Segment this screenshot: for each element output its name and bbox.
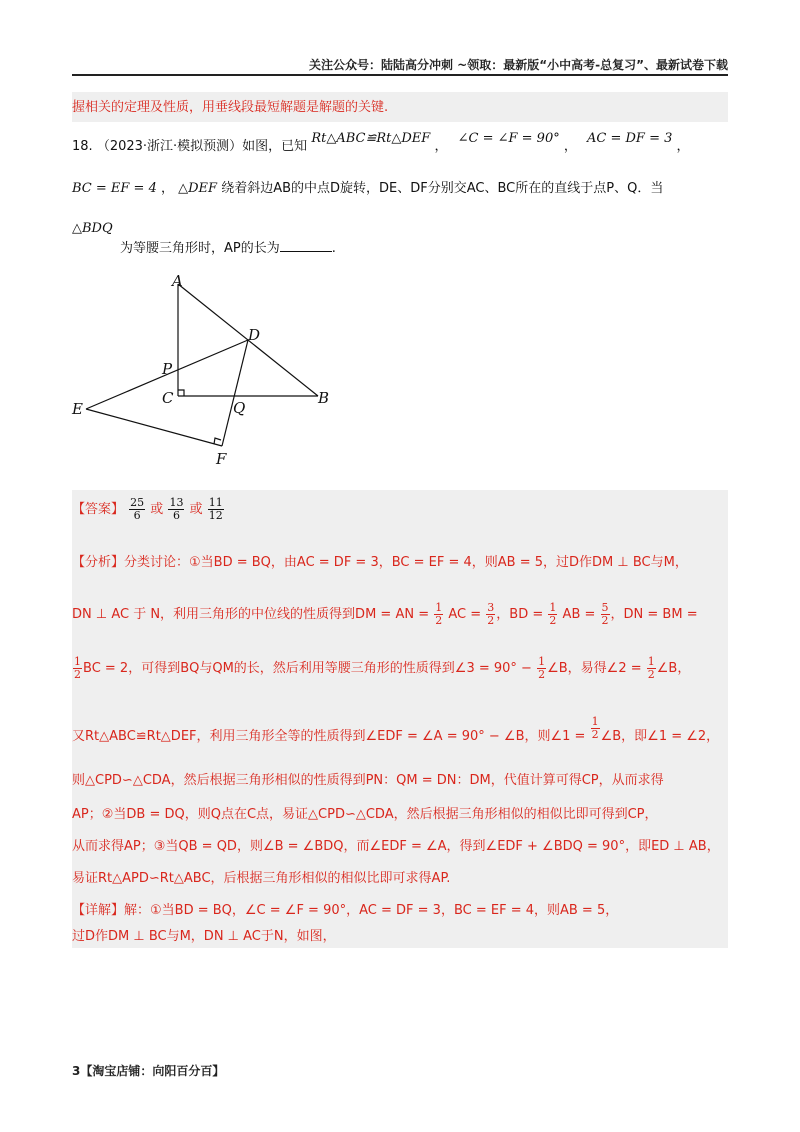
label-b: B: [318, 389, 330, 407]
fraction-three-halves: [486, 602, 495, 627]
question-text-2: 绕着斜边AB的中点D旋转，DE、DF分别交AC、BC所在的直线于点P、Q．当: [221, 181, 664, 196]
question-line-2: [72, 180, 732, 198]
analysis-text: ∠B，易得∠2 =: [547, 661, 642, 676]
den: 12: [208, 509, 223, 522]
den: 2: [647, 668, 655, 681]
analysis-text: 又Rt△ABC≌Rt△DEF，利用三角形全等的性质得到∠EDF = ∠A = 90° − ∠B，则∠1 =: [72, 729, 586, 744]
answer-fraction-1: [129, 497, 145, 522]
page-footer: 3【淘宝店铺：向阳百分百】: [72, 1064, 225, 1078]
analysis-line-3: [72, 656, 732, 681]
question-text-3: 为等腰三角形时，AP的长为: [120, 241, 280, 256]
answer-or-2: 或: [189, 502, 203, 517]
analysis-text: AC =: [448, 607, 482, 622]
den: 2: [74, 668, 81, 681]
analysis-text: AB =: [562, 607, 596, 622]
num: 11: [208, 496, 223, 509]
den: 2: [435, 614, 443, 627]
den: 6: [133, 509, 141, 522]
answer-or-1: 或: [150, 502, 164, 517]
sep: ，: [434, 139, 448, 154]
answer-blank: [280, 238, 332, 252]
den: 2: [538, 668, 546, 681]
num: 1: [74, 655, 81, 668]
label-f: F: [216, 450, 227, 468]
label-a: A: [172, 272, 183, 290]
num: 1: [647, 655, 655, 668]
num: 13: [169, 496, 184, 509]
analysis-text: ∠B，即∠1 = ∠2，: [600, 729, 720, 744]
right-angle-f: [214, 438, 221, 444]
question-cond-bc-ef: BC = EF = 4: [72, 181, 157, 196]
detail-label: 【详解】: [72, 903, 125, 918]
segment-df: [222, 340, 248, 446]
num: 1: [549, 601, 557, 614]
num: 25: [130, 496, 145, 509]
segment-ef: [86, 409, 222, 446]
den: 6: [172, 509, 180, 522]
analysis-line-6: AP；②当DB = DQ，则Q点在C点，易证△CPD∽△CDA，然后根据三角形相似的相似比即可得到CP，: [72, 807, 658, 822]
fraction-half: [434, 602, 443, 627]
geometry-figure: [60, 270, 350, 470]
sep: ，: [563, 139, 577, 154]
label-p: P: [162, 360, 173, 378]
analysis-line-8: 易证Rt△APD∽Rt△ABC，后根据三角形相似的相似比即可求得AP.: [72, 871, 451, 886]
fraction-half: [537, 656, 546, 681]
fraction-half: [548, 602, 557, 627]
question-cond-ac-df: AC = DF = 3: [587, 131, 673, 146]
label-d: D: [248, 326, 261, 344]
question-number: 18.: [72, 139, 93, 154]
right-angle-c: [178, 390, 184, 396]
question-text-3-end: .: [331, 241, 336, 256]
num: 1: [538, 655, 546, 668]
question-cond-bdq: △BDQ: [72, 221, 113, 236]
question-cond-def: △DEF: [178, 181, 218, 196]
analysis-text: BC = 2，可得到BQ与QM的长，然后利用等腰三角形的性质得到∠3 = 90° −: [83, 661, 532, 676]
num: 5: [601, 601, 609, 614]
fraction-half: [73, 656, 82, 681]
sep: ，: [160, 181, 174, 196]
analysis-label: 【分析】: [72, 555, 125, 570]
fraction-five-halves: [601, 602, 610, 627]
analysis-text: 分类讨论：①当BD = BQ，由AC = DF = 3，BC = EF = 4，则AB = 5，过D作DM ⊥ BC与M，: [124, 555, 688, 570]
analysis-line-4: [72, 715, 732, 749]
question-cond-congruent: Rt△ABC≌Rt△DEF: [311, 131, 431, 146]
sep: ，: [676, 139, 690, 154]
analysis-line-5: 则△CPD∽△CDA，然后根据三角形相似的性质得到PN：QM = DN：DM，代值计算可得CP，从而求得: [72, 773, 664, 788]
answer-fraction-3: [208, 497, 224, 522]
detail-line-2: 过D作DM ⊥ BC与M，DN ⊥ AC于N，如图，: [72, 929, 336, 944]
den: 2: [487, 614, 495, 627]
num: 3: [487, 601, 495, 614]
answer-label: 【答案】: [72, 502, 125, 517]
analysis-text: ，DN = BM =: [610, 607, 698, 622]
analysis-text: ∠B，: [656, 661, 691, 676]
analysis-line-7: 从而求得AP；③当QB = QD，则∠B = ∠BDQ，而∠EDF = ∠A，得到∠EDF + ∠BDQ = 90°，即ED ⊥ AB，: [72, 839, 720, 854]
intro-line: 握相关的定理及性质，用垂线段最短解题是解题的关键.: [72, 100, 389, 115]
page-header: 关注公众号：陆陆高分冲刺 ~领取：最新版“小中高考-总复习”、最新试卷下载: [309, 58, 728, 72]
den: 2: [601, 614, 609, 627]
question-line-1: [72, 131, 732, 156]
label-q: Q: [233, 399, 246, 417]
label-e: E: [72, 400, 83, 418]
den: 2: [549, 614, 557, 627]
fraction-half: [647, 656, 656, 681]
question-source: （2023·浙江·模拟预测）如图，已知: [96, 139, 308, 154]
analysis-text: DN ⊥ AC 于 N，利用三角形的中位线的性质得到DM = AN =: [72, 607, 430, 622]
analysis-text: ，BD =: [496, 607, 544, 622]
question-cond-angles: ∠C = ∠F = 90°: [457, 131, 560, 146]
den: 2: [591, 728, 599, 741]
num: 1: [591, 715, 599, 728]
question-line-3: [72, 220, 732, 238]
num: 1: [435, 601, 443, 614]
header-divider: [72, 74, 728, 76]
analysis-line-2: [72, 602, 732, 627]
detail-line-1: [72, 902, 732, 920]
fraction-half: [591, 716, 600, 741]
detail-text: 解：①当BD = BQ，∠C = ∠F = 90°，AC = DF = 3，BC = EF = 4，则AB = 5，: [124, 903, 619, 918]
label-c: C: [162, 389, 174, 407]
answer-fraction-2: [168, 497, 184, 522]
question-line-4: [120, 238, 780, 258]
answer-line: [72, 497, 732, 522]
analysis-line-1: [72, 554, 732, 572]
